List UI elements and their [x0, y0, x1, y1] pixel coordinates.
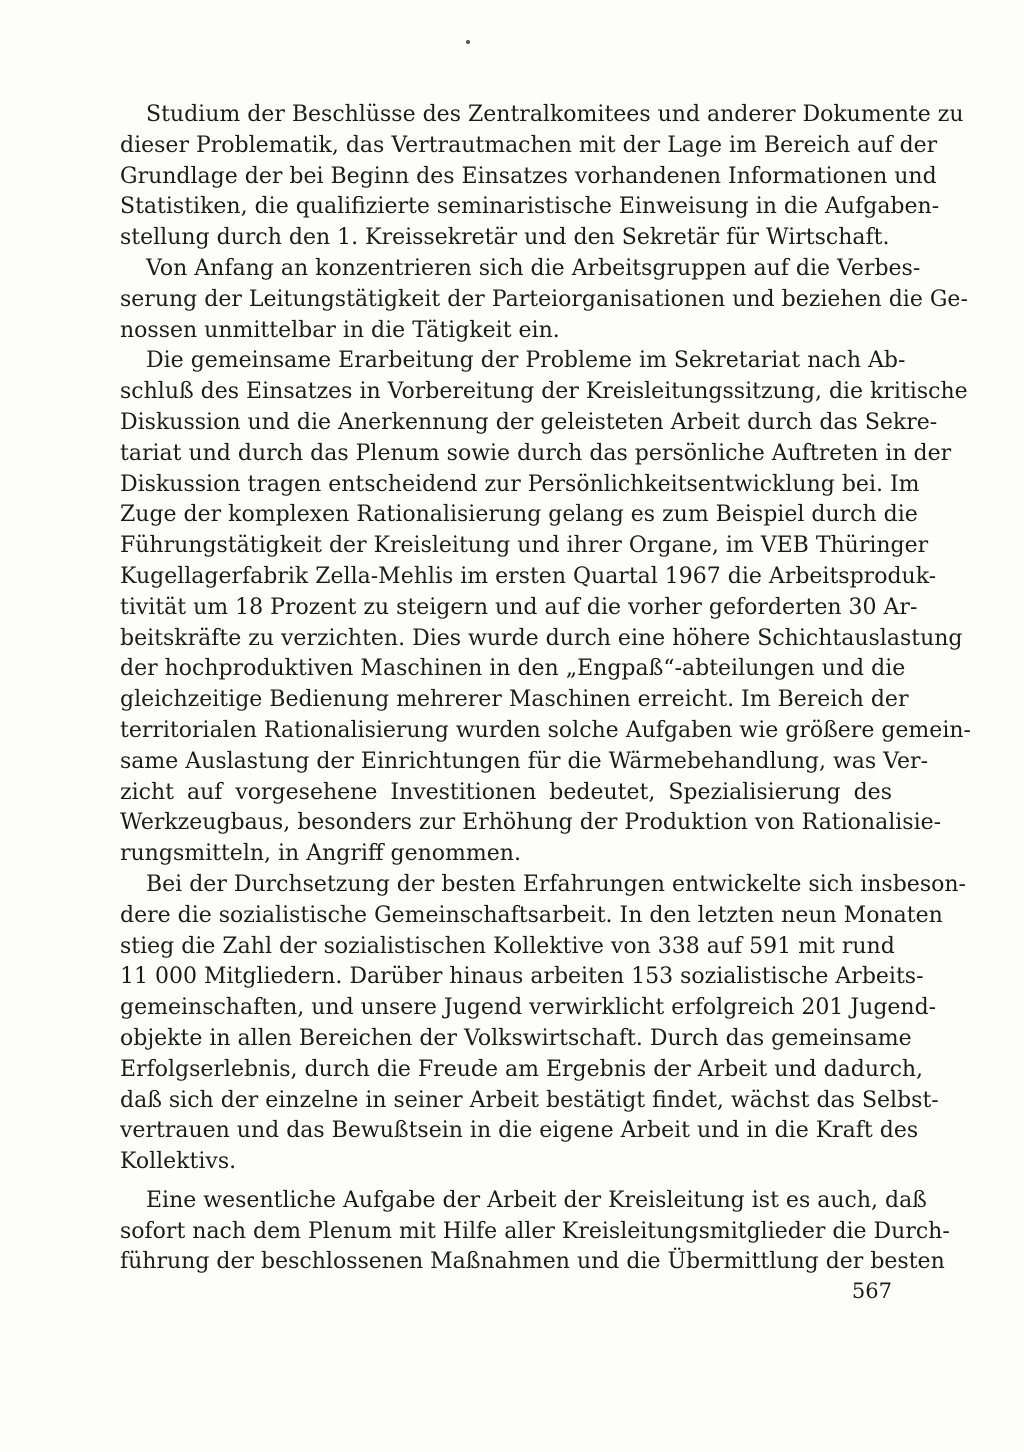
text-line: tivität um 18 Prozent zu steigern und auf die vorher geforderten 30 Ar- [120, 594, 918, 620]
paragraph [120, 346, 971, 870]
text-line: Diskussion und die Anerkennung der geleisteten Arbeit durch das Sekre- [120, 409, 938, 435]
text-line: Eine wesentliche Aufgabe der Arbeit der Kreisleitung ist es auch, daß [146, 1187, 927, 1213]
text-line: same Auslastung der Einrichtungen für die Wärmebehandlung, was Ver- [120, 748, 929, 774]
text-line: Kollektivs. [120, 1149, 237, 1175]
print-speck [466, 40, 470, 44]
text-line: stellung durch den 1. Kreissekretär und den Sekretär für Wirtschaft. [120, 225, 890, 251]
text-line: sofort nach dem Plenum mit Hilfe aller Kreisleitungsmitglieder die Durch- [120, 1218, 950, 1244]
text-line: Bei der Durchsetzung der besten Erfahrungen entwickelte sich insbeson- [146, 871, 966, 897]
text-line: schluß des Einsatzes in Vorbereitung der Kreisleitungssitzung, die kritische [120, 379, 968, 405]
paragraph [120, 1186, 950, 1278]
text-line: dere die sozialistische Gemeinschaftsarbeit. In den letzten neun Monaten [120, 902, 943, 928]
text-line: führung der beschlossenen Maßnahmen und die Übermittlung der besten [120, 1249, 945, 1275]
text-line: rungsmitteln, in Angriff genommen. [120, 841, 521, 867]
text-line: 11 000 Mitgliedern. Darüber hinaus arbeiten 153 sozialistische Arbeits- [120, 964, 924, 990]
text-line: Diskussion tragen entscheidend zur Persönlichkeitsentwicklung bei. Im [120, 471, 920, 497]
text-line: der hochproduktiven Maschinen in den „Engpaß“-abteilungen und die [120, 656, 906, 682]
text-line: vertrauen und das Bewußtsein in die eigene Arbeit und in die Kraft des [120, 1118, 919, 1144]
text-line: Kugellagerfabrik Zella-Mehlis im ersten Quartal 1967 die Arbeitsproduk- [120, 563, 937, 589]
text-line: stieg die Zahl der sozialistischen Kollektive von 338 auf 591 mit rund [120, 933, 895, 959]
text-line: Statistiken, die qualifizierte seminaristische Einweisung in die Aufgaben- [120, 194, 940, 220]
paragraph [120, 254, 968, 346]
text-line: Studium der Beschlüsse des Zentralkomitees und anderer Dokumente zu [146, 102, 964, 127]
text-line: beitskräfte zu verzichten. Dies wurde durch eine höhere Schichtauslastung [120, 625, 963, 651]
body-text [120, 100, 971, 1278]
text-line: gemeinschaften, und unsere Jugend verwirklicht erfolgreich 201 Jugend- [120, 995, 937, 1021]
text-line: Zuge der komplexen Rationalisierung gelang es zum Beispiel durch die [120, 502, 918, 528]
text-line: Erfolgserlebnis, durch die Freude am Ergebnis der Arbeit und dadurch, [120, 1056, 924, 1082]
text-line: gleichzeitige Bedienung mehrerer Maschinen erreicht. Im Bereich der [120, 687, 909, 713]
text-line: daß sich der einzelne in seiner Arbeit bestätigt findet, wächst das Selbst- [120, 1087, 939, 1113]
text-line: serung der Leitungstätigkeit der Parteiorganisationen und beziehen die Ge- [120, 286, 968, 312]
text-line: tariat und durch das Plenum sowie durch das persönliche Auftreten in der [120, 440, 952, 466]
text-line: Führungstätigkeit der Kreisleitung und ihrer Organe, im VEB Thüringer [120, 533, 929, 559]
paragraph [120, 870, 966, 1178]
text-line: territorialen Rationalisierung wurden solche Aufgaben wie größere gemein- [120, 717, 971, 743]
text-line: zicht auf vorgesehene Investitionen bedeutet, Spezialisierung des [120, 779, 892, 805]
paragraph [120, 100, 964, 254]
page-number: 567 [851, 1279, 892, 1303]
text-line: Die gemeinsame Erarbeitung der Probleme im Sekretariat nach Ab- [146, 348, 906, 374]
text-line: Grundlage der bei Beginn des Einsatzes vorhandenen Informationen und [120, 163, 937, 189]
text-line: objekte in allen Bereichen der Volkswirtschaft. Durch das gemeinsame [120, 1025, 912, 1051]
text-line: nossen unmittelbar in die Tätigkeit ein. [120, 317, 560, 343]
text-line: Werkzeugbaus, besonders zur Erhöhung der Produktion von Rationalisie- [120, 810, 942, 836]
text-line: Von Anfang an konzentrieren sich die Arbeitsgruppen auf die Verbes- [146, 255, 921, 281]
text-line: dieser Problematik, das Vertrautmachen mit der Lage im Bereich auf der [120, 132, 938, 158]
